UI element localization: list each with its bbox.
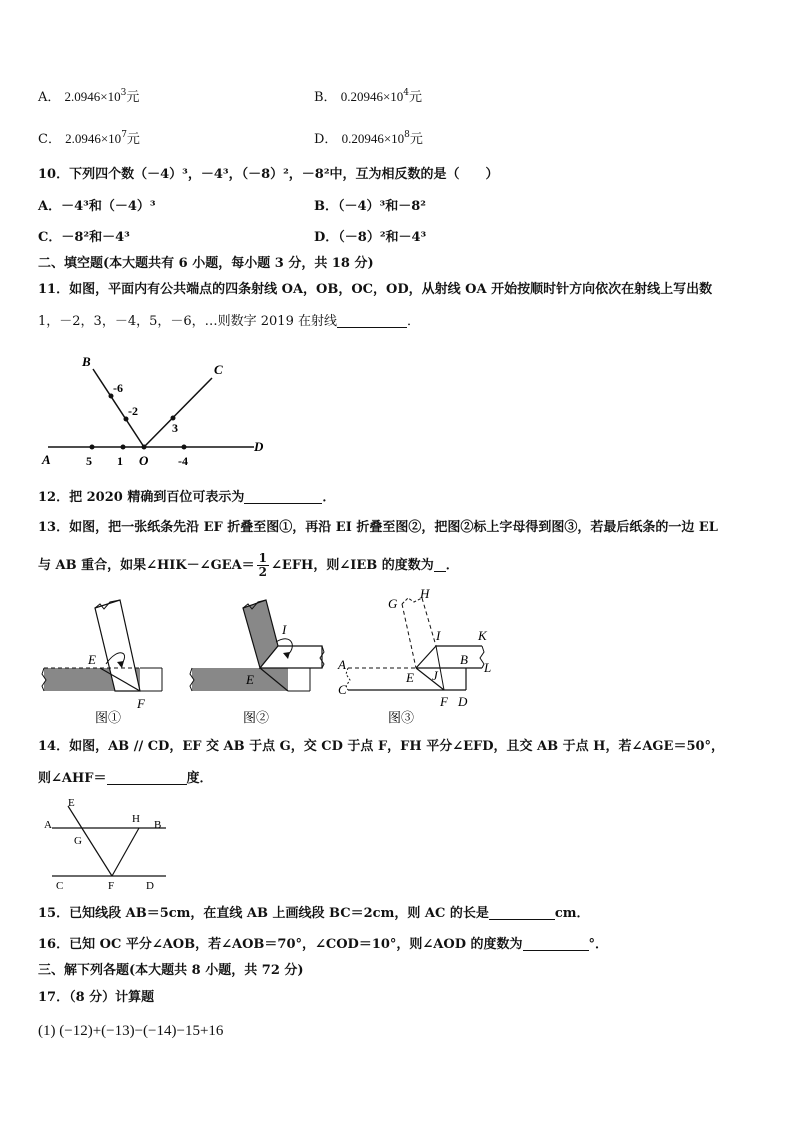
q10-stem: 10．下列四个数（－4）³，－4³，（－8）²，－8²中，互为相反数的是（ ） [38,167,499,182]
q13-text-a: 与 AB 重合，如果∠HIK－∠GEA＝ [38,558,255,573]
label-d: D [254,439,264,454]
q14-line2 [38,770,213,788]
label-e: E [246,672,254,687]
label-minus6: -6 [113,381,123,395]
ray-oc [144,378,212,447]
label-g: G [388,596,398,611]
answer-blank[interactable] [107,771,187,785]
point-3 [171,416,176,421]
q11-text: 1，－2，3，－4，5，－6，…则数字 2019 在射线 [38,314,337,329]
denominator: 2 [258,565,268,579]
label-d: D [458,694,468,709]
unit: cm． [554,906,590,921]
caption-fig1: 图① [95,710,122,725]
point-1 [121,445,126,450]
q9-option-c [38,130,140,149]
label-o: O [139,453,149,468]
q9-option-b [314,88,422,107]
q13-figure-2 [188,596,333,726]
q16-text: 16．已知 OC 平分∠AOB，若∠AOB＝70°，∠COD＝10°，则∠AOD 的度数为 [38,937,523,952]
label-j: J [432,668,438,683]
q15-text: 15．已知线段 AB＝5cm，在直线 AB 上画线段 BC＝2cm，则 AC 的长是 [38,906,489,921]
label-l: L [484,660,492,675]
numerator: 1 [258,551,268,565]
label-e: E [68,797,75,809]
label-1: 1 [117,454,123,468]
option-expr: 2.0946×10 [64,89,121,104]
q17-expression: (1) (−12)+(−13)−(−14)−15+16 [38,1023,224,1039]
option-label: A． [38,90,61,105]
q10-option-a: A．－4³和（－4）³ [38,199,156,214]
q17-title: 17．（8 分）计算题 [38,990,155,1005]
unit: °． [588,937,609,952]
exponent: 8 [404,130,410,140]
q13-text-b: ∠EFH，则∠IEB 的度数为 [271,558,434,573]
exponent: 4 [403,88,410,98]
q13-line1: 13．如图，把一张纸条先沿 EF 折叠至图①，再沿 EI 折叠至图②，把图②标上字母得到图③，若最后纸条的一边 EL [38,520,718,535]
label-5: 5 [86,454,92,468]
label-f: F [440,694,448,709]
label-d: D [146,880,154,892]
label-h: H [132,813,140,825]
option-label: C． [38,132,61,147]
punct: ． [445,558,459,573]
fraction-half [257,552,269,579]
q11-figure [36,350,276,470]
label-i: I [436,628,441,643]
label-g: G [74,835,82,847]
point-5 [90,445,95,450]
label-minus4: -4 [178,454,188,468]
q9-option-a [38,88,139,107]
q10-option-c: C．－8²和－4³ [38,230,130,245]
q13-line2 [38,551,459,579]
punct: ． [322,490,336,505]
option-expr: 0.20946×10 [340,89,404,104]
punct: 度． [186,771,213,786]
option-expr: 0.20946×10 [341,131,405,146]
q13-figure-3 [336,584,506,726]
section-2-heading: 二、填空题(本大题共有 6 小题，每小题 3 分，共 18 分) [38,256,374,271]
label-c: C [214,362,223,377]
option-label: B． [314,90,337,105]
label-a: A [42,452,51,467]
answer-blank[interactable] [244,490,322,504]
exponent: 3 [120,88,127,98]
q10-option-b: B．（－4）³和－8² [314,199,426,214]
point-minus4 [182,445,187,450]
label-b: B [154,819,162,831]
option-label: D． [314,132,338,147]
q14-line1: 14．如图，AB // CD，EF 交 AB 于点 G，交 CD 于点 F，FH 平分∠EFD，且交 AB 于点 H，若∠AGE＝50°， [38,739,725,754]
point-o [142,445,147,450]
label-i: I [282,622,287,637]
section-3-heading: 三、解下列各题(本大题共 8 小题，共 72 分) [38,963,304,978]
label-3: 3 [172,421,178,435]
q12-text: 12．把 2020 精确到百位可表示为 [38,490,245,505]
answer-blank[interactable] [434,558,446,572]
label-a: A [44,819,52,831]
q14-text: 则∠AHF＝ [38,771,107,786]
exponent: 7 [121,130,127,140]
answer-blank[interactable] [489,906,555,920]
punct: ． [406,314,420,329]
label-minus2: -2 [128,404,138,418]
label-b: B [460,652,468,667]
label-c: C [56,880,64,892]
label-k: K [478,628,487,643]
q15-line [38,905,590,923]
unit: 元 [409,132,423,147]
unit: 元 [126,90,140,105]
q16-line [38,936,608,954]
label-c: C [338,682,347,697]
label-f: F [108,880,115,892]
q9-option-d [314,130,423,149]
label-a: A [338,657,346,672]
label-h: H [420,586,430,601]
option-expr: 2.0946×10 [65,131,122,146]
label-e: E [406,670,414,685]
label-f: F [137,696,145,711]
label-e: E [88,652,96,667]
q13-figure-1 [40,596,170,726]
caption-fig3: 图③ [388,710,415,725]
q11-line2 [38,313,420,331]
unit: 元 [409,90,423,105]
caption-fig2: 图② [243,710,270,725]
answer-blank[interactable] [337,314,407,328]
answer-blank[interactable] [523,937,589,951]
q10-option-d: D．（－8）²和－4³ [314,230,427,245]
q11-line1: 11．如图，平面内有公共端点的四条射线 OA，OB，OC，OD，从射线 OA 开始按顺时针方向依次在射线上写出数 [38,282,713,297]
unit: 元 [126,132,140,147]
label-b: B [82,354,91,369]
q14-figure [38,796,178,896]
line-fh [112,828,139,876]
q12-line [38,489,335,507]
